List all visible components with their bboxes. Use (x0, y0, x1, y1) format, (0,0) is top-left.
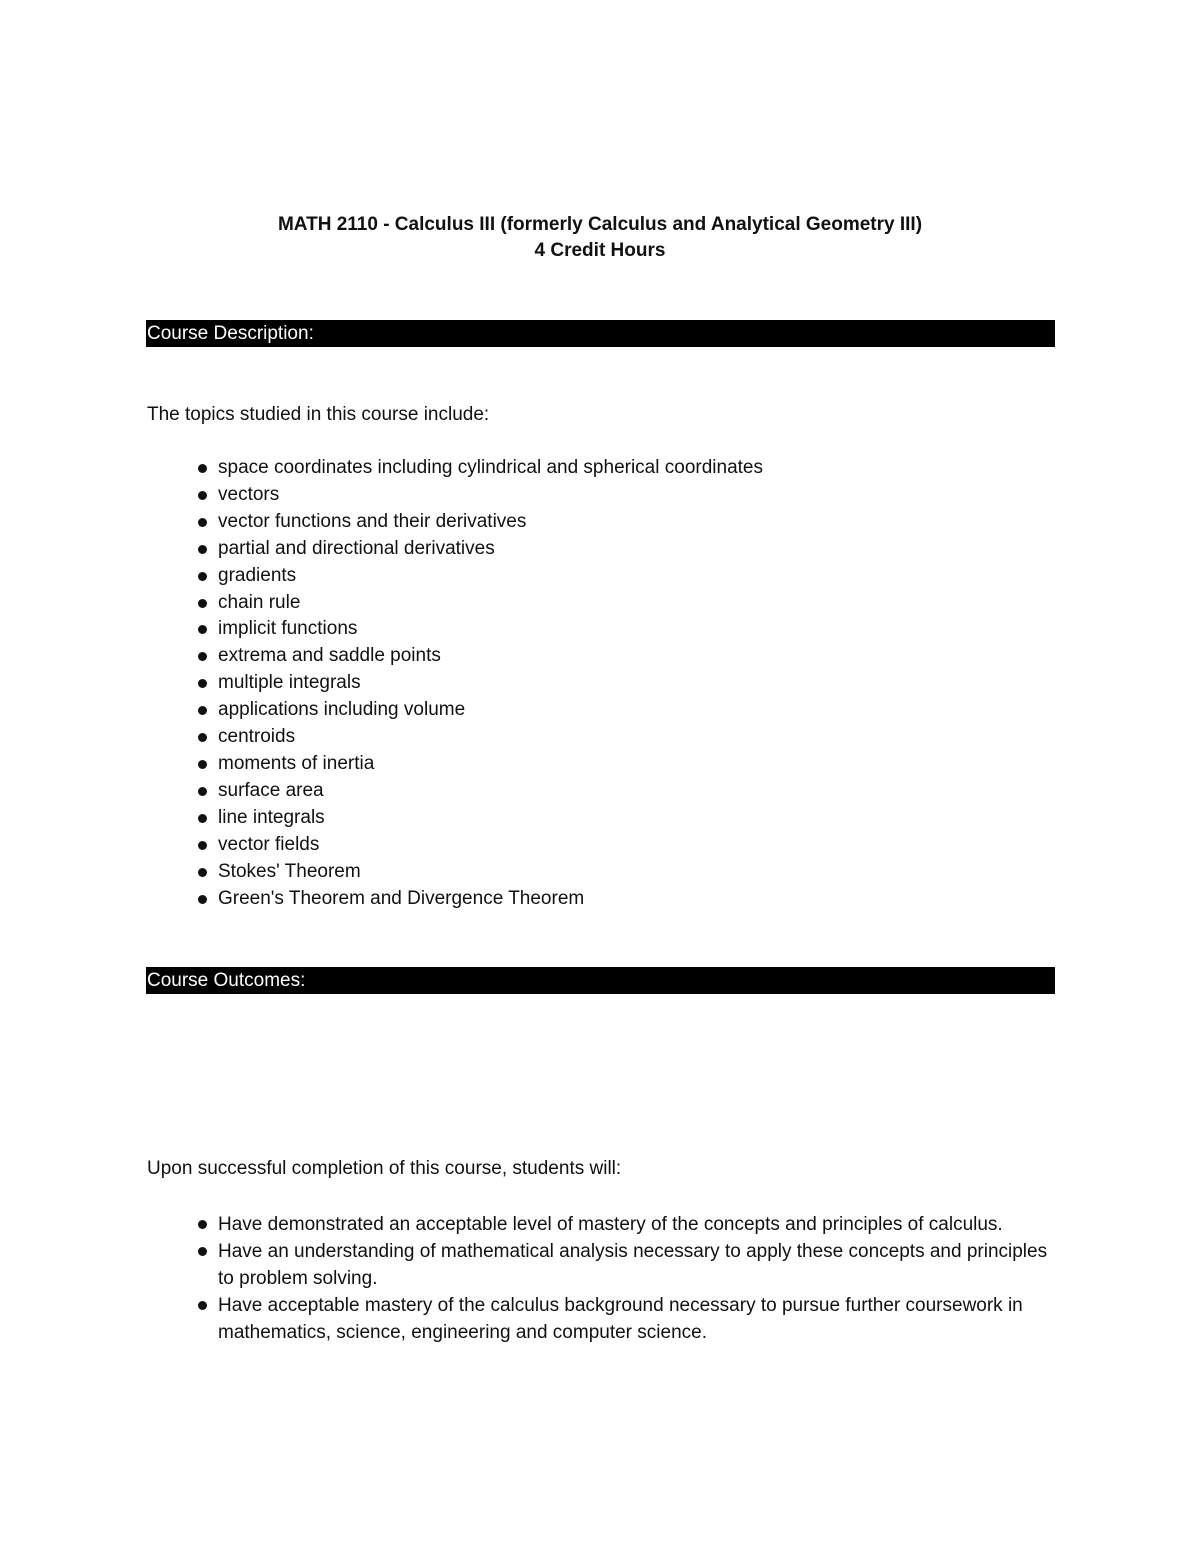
topic-item (196, 832, 763, 859)
topic-item (196, 509, 763, 536)
topic-item (196, 805, 763, 832)
outcome-item (196, 1238, 1048, 1292)
bullet-icon (198, 652, 207, 661)
bullet-icon (198, 464, 207, 473)
bullet-icon (198, 1301, 207, 1310)
topic-item (196, 670, 763, 697)
bullet-icon (198, 733, 207, 742)
bullet-icon (198, 625, 207, 634)
outcomes-intro: Upon successful completion of this course, students will: (147, 1158, 622, 1179)
topic-item (196, 455, 763, 482)
topic-item-text: centroids (218, 726, 296, 748)
topic-item-text: moments of inertia (218, 752, 375, 774)
topic-item-text: chain rule (218, 591, 301, 613)
topic-item-text: Green's Theorem and Divergence Theorem (218, 887, 585, 909)
bullet-icon (198, 545, 207, 554)
topic-item (196, 590, 763, 617)
topic-item (196, 563, 763, 590)
bullet-icon (198, 491, 207, 500)
topic-item-text: Stokes' Theorem (218, 860, 361, 882)
topic-item (196, 536, 763, 563)
course-outcomes-heading: Course Outcomes: (146, 967, 1055, 994)
topic-item-text: vectors (218, 483, 280, 505)
topics-list (196, 455, 763, 912)
topic-item (196, 697, 763, 724)
bullet-icon (198, 868, 207, 877)
outcome-item (196, 1292, 1048, 1346)
topics-intro: The topics studied in this course include: (147, 404, 490, 425)
course-description-heading: Course Description: (146, 320, 1055, 347)
title-block (0, 212, 1200, 264)
bullet-icon (198, 895, 207, 904)
outcome-item-text: Have demonstrated an acceptable level of mastery of the concepts and principles of calculus. (218, 1214, 1003, 1235)
topic-item-text: extrema and saddle points (218, 645, 441, 667)
bullet-icon (198, 760, 207, 769)
bullet-icon (198, 1247, 207, 1256)
bullet-icon (198, 814, 207, 823)
bullet-icon (198, 572, 207, 581)
bullet-icon (198, 599, 207, 608)
topic-item-text: vector functions and their derivatives (218, 510, 527, 532)
outcomes-list (196, 1211, 1048, 1346)
course-title: MATH 2110 - Calculus III (formerly Calculus and Analytical Geometry III) (277, 214, 923, 235)
topic-item (196, 482, 763, 509)
topic-item (196, 616, 763, 643)
topic-item-text: gradients (218, 564, 297, 586)
outcome-item-text: Have acceptable mastery of the calculus background necessary to pursue further coursework in mathematics, science, engineering and computer science. (218, 1295, 1023, 1343)
bullet-icon (198, 787, 207, 796)
topic-item (196, 859, 763, 886)
bullet-icon (198, 706, 207, 715)
topic-item (196, 886, 763, 913)
credit-hours: 4 Credit Hours (534, 240, 666, 261)
bullet-icon (198, 518, 207, 527)
topic-item-text: vector fields (218, 833, 320, 855)
topic-item-text: applications including volume (218, 699, 466, 721)
topic-item (196, 643, 763, 670)
outcome-item-text: Have an understanding of mathematical analysis necessary to apply these concepts and principles to problem solving. (218, 1241, 1048, 1289)
topic-item-text: line integrals (218, 806, 325, 828)
outcome-item (196, 1211, 1048, 1238)
bullet-icon (198, 841, 207, 850)
topic-item-text: space coordinates including cylindrical and spherical coordinates (218, 457, 763, 478)
topic-item-text: multiple integrals (218, 672, 361, 694)
topic-item-text: implicit functions (218, 618, 358, 640)
topic-item-text: surface area (218, 779, 324, 801)
topic-item (196, 778, 763, 805)
topic-item (196, 724, 763, 751)
bullet-icon (198, 679, 207, 688)
topic-item-text: partial and directional derivatives (218, 537, 495, 559)
bullet-icon (198, 1220, 207, 1229)
topic-item (196, 751, 763, 778)
